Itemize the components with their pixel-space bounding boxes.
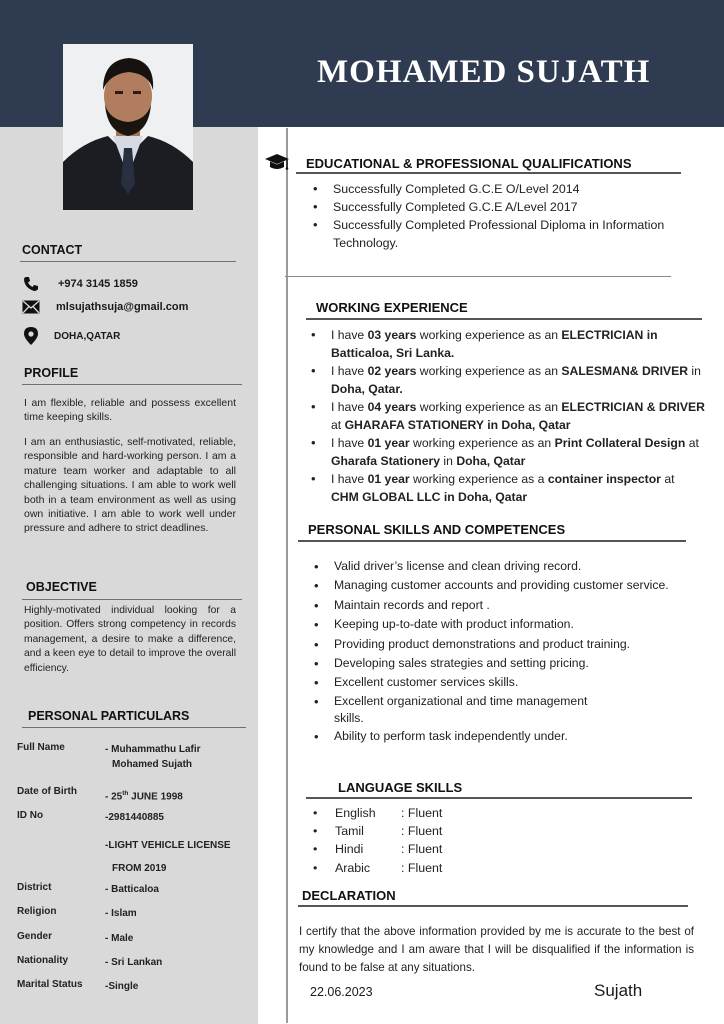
particular-value: - Islam — [105, 908, 137, 919]
profile-paragraph-2: I am an enthusiastic, self-motivated, reliable, responsible and hard-working person. I am a mature team worker and adaptable to all challenging situations. I am able to work well both in a team environment as well as using own initiative. I am able to work well under pressure and adhere to strict deadlines. — [24, 436, 236, 535]
list-item: • Valid driver’s license and clean driving record. — [308, 557, 678, 576]
list-item: • Maintain records and report . — [308, 596, 678, 615]
list-item: • I have 01 year working experience as an Print Collateral Design at Gharafa Stationery in Doha, Qatar — [305, 434, 705, 470]
education-rule — [296, 172, 681, 174]
contact-email — [22, 300, 188, 314]
experience-heading: WORKING EXPERIENCE — [316, 300, 468, 315]
particular-label: Gender — [17, 931, 53, 942]
declaration-date: 22.06.2023 — [310, 985, 373, 999]
particular-value: - 25th JUNE 1998 — [105, 790, 183, 803]
particular-label: Full Name — [17, 742, 65, 753]
candidate-name: MOHAMED SUJATH — [317, 54, 651, 90]
email-text[interactable]: mlsujathsuja@gmail.com — [56, 301, 189, 313]
profile-heading: PROFILE — [24, 366, 79, 380]
list-item: • Ability to perform task independently under. — [308, 727, 678, 746]
particular-label: Marital Status — [17, 979, 83, 990]
mail-icon — [22, 300, 40, 314]
declaration-rule — [298, 905, 688, 907]
particulars-rule — [22, 727, 246, 728]
signature-name: Sujath — [594, 981, 643, 1000]
particular-label: District — [17, 882, 52, 893]
location-pin-icon — [22, 327, 40, 345]
list-item: • Successfully Completed G.C.E O/Level 2014 — [307, 180, 702, 198]
particular-value: -LIGHT VEHICLE LICENSE FROM 2019 — [105, 840, 231, 874]
phone-icon — [22, 276, 40, 292]
particular-value: -2981440885 — [105, 812, 164, 823]
contact-heading: CONTACT — [22, 243, 83, 257]
particular-label: Date of Birth — [17, 786, 77, 797]
skills-heading: PERSONAL SKILLS AND COMPETENCES — [308, 522, 566, 537]
particular-value: - Batticaloa — [105, 884, 159, 895]
column-divider — [286, 128, 288, 1023]
list-item: • Providing product demonstrations and product training. — [308, 635, 678, 654]
declaration-text: I certify that the above information provided by me is accurate to the best of my knowledge and I am aware that I will be disqualified if the information is found to be false at any situations. — [299, 925, 694, 974]
objective-heading: OBJECTIVE — [26, 580, 97, 594]
particular-label: Religion — [17, 906, 57, 917]
languages-rule — [306, 797, 692, 799]
particular-label: Nationality — [17, 955, 69, 966]
list-item: • Successfully Completed Professional Diploma in Information Technology. — [307, 216, 702, 252]
skills-list — [308, 557, 678, 746]
profile-paragraph-1: I am flexible, reliable and possess excellent time keeping skills. — [24, 397, 236, 424]
list-item: • Excellent organizational and time management skills. — [308, 693, 619, 727]
contact-rule — [20, 261, 236, 262]
particular-value: -Single — [105, 981, 139, 992]
list-item: • I have 04 years working experience as an ELECTRICIAN & DRIVER at GHARAFA STATIONERY in Doha, Qatar — [305, 398, 705, 434]
objective-text: Highly-motivated individual looking for a position. Offers strong competency in records management, a desire to make a difference, and a keen eye to detail to improve the overall efficiency. — [24, 605, 236, 674]
phone-text[interactable]: +974 3145 1859 — [58, 278, 138, 290]
location-text: DOHA,QATAR — [54, 330, 121, 342]
contact-location — [22, 327, 120, 345]
list-item: • I have 02 years working experience as an SALESMAN& DRIVER in Doha, Qatar. — [305, 362, 705, 398]
contact-phone — [22, 276, 138, 292]
education-heading: EDUCATIONAL & PROFESSIONAL QUALIFICATIONS — [306, 156, 632, 171]
list-item: • Keeping up-to-date with product information. — [308, 615, 678, 634]
profile-rule — [22, 384, 242, 385]
particulars-heading: PERSONAL PARTICULARS — [28, 709, 190, 723]
languages-heading: LANGUAGE SKILLS — [338, 780, 463, 795]
list-item: • Excellent customer services skills. — [308, 673, 678, 692]
skills-rule — [298, 540, 686, 542]
profile-photo-illustration — [63, 44, 193, 210]
education-list — [307, 180, 702, 252]
list-item: • I have 01 year working experience as a container inspector at CHM GLOBAL LLC in Doha, Qatar — [305, 470, 705, 506]
list-item: • Developing sales strategies and setting pricing. — [308, 654, 678, 673]
objective-rule — [22, 599, 242, 600]
list-item: • I have 03 years working experience as an ELECTRICIAN in Batticaloa, Sri Lanka. — [305, 326, 705, 362]
declaration-heading: DECLARATION — [302, 888, 396, 903]
particular-value: - Sri Lankan — [105, 957, 163, 968]
particular-value: - Male — [105, 933, 134, 944]
experience-list — [305, 326, 705, 506]
list-item: • Successfully Completed G.C.E A/Level 2017 — [307, 198, 702, 216]
particular-value: - Muhammathu Lafir Mohamed Sujath — [105, 744, 201, 770]
experience-rule — [306, 318, 702, 320]
graduation-cap-icon — [264, 153, 290, 178]
particular-label: ID No — [17, 810, 44, 821]
list-item: • Managing customer accounts and providing customer service. — [308, 576, 678, 595]
profile-photo — [63, 44, 193, 210]
education-bottom-rule — [285, 276, 671, 277]
